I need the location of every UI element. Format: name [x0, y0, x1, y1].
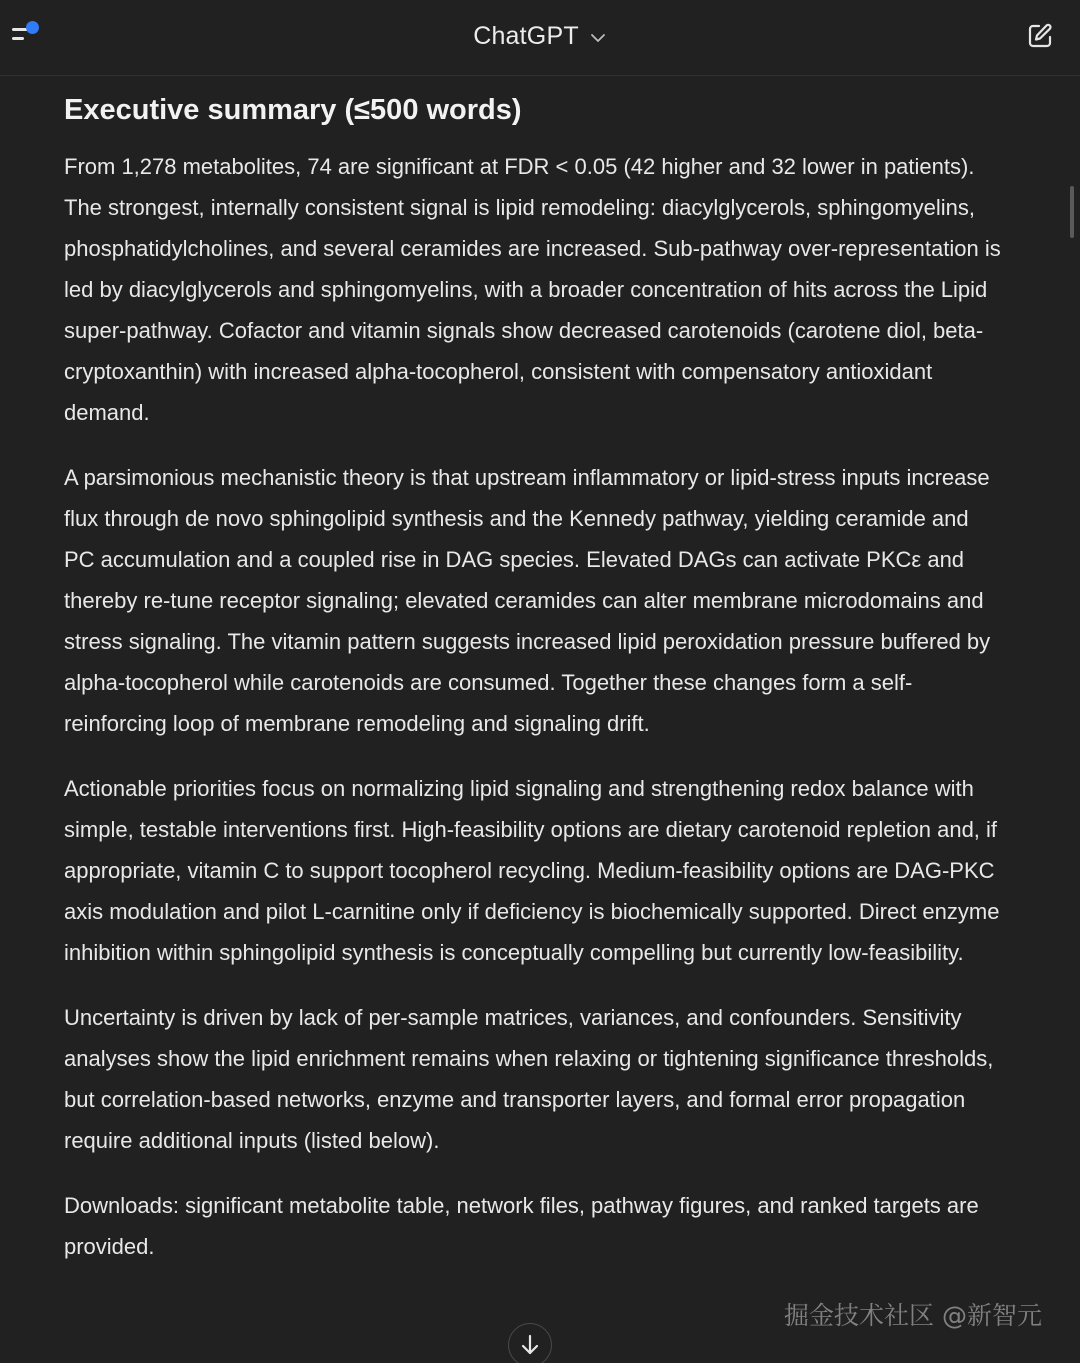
top-bar [0, 0, 1080, 76]
app-title: ChatGPT [473, 21, 579, 50]
watermark: 掘金技术社区 @新智元 [784, 1301, 1042, 1330]
arrow-down-icon [519, 1333, 541, 1357]
message-paragraph: Uncertainty is driven by lack of per-sample matrices, variances, and confounders. Sensitivity analyses show the lipid enrichment remains when relaxing or tightening significance thresholds, but correlation-based networks, enzyme and transporter layers, and formal error propagation require additional inputs (listed below). [64, 1005, 994, 1153]
message-heading: Executive summary (≤500 words) [64, 94, 522, 126]
assistant-message [64, 88, 1004, 1291]
message-paragraph: From 1,278 metabolites, 74 are significant at FDR < 0.05 (42 higher and 32 lower in patients). The strongest, internally consistent signal is lipid remodeling: diacylglycerols, sphingomyelins, phosphatidylcholines, and several ceramides are increased. Sub-pathway over-representation is led by diacylglycerols and sphingomyelins, with a broader concentration of hits across the Lipid super-pathway. Cofactor and vitamin signals show decreased carotenoids (carotene diol, beta-cryptoxanthin) with increased alpha-tocopherol, consistent with compensatory antioxidant demand. [64, 154, 1001, 425]
message-paragraph: Actionable priorities focus on normalizing lipid signaling and strengthening redox balance with simple, testable interventions first. High-feasibility options are dietary carotenoid repletion and, if appropriate, vitamin C to support tocopherol recycling. Medium-feasibility options are DAG-PKC axis modulation and pilot L-carnitine only if deficiency is biochemically supported. Direct enzyme inhibition within sphingolipid synthesis is conceptually compelling but currently low-feasibility. [64, 776, 1000, 965]
message-paragraph: Downloads: significant metabolite table, network files, pathway figures, and ranked targets are provided. [64, 1193, 979, 1259]
scroll-to-bottom-button[interactable] [508, 1323, 552, 1363]
edit-icon [1026, 22, 1054, 50]
chevron-down-icon [589, 29, 607, 47]
scrollbar-thumb[interactable] [1070, 186, 1074, 238]
model-selector[interactable] [0, 20, 1080, 52]
new-chat-button[interactable] [1026, 22, 1054, 50]
message-paragraph: A parsimonious mechanistic theory is that upstream inflammatory or lipid-stress inputs increase flux through de novo sphingolipid synthesis and the Kennedy pathway, yielding ceramide and PC accumulation and a coupled rise in DAG species. Elevated DAGs can activate PKCε and thereby re-tune receptor signaling; elevated ceramides can alter membrane microdomains and stress signaling. The vitamin pattern suggests increased lipid peroxidation pressure buffered by alpha-tocopherol while carotenoids are consumed. Together these changes form a self-reinforcing loop of membrane remodeling and signaling drift. [64, 465, 991, 736]
